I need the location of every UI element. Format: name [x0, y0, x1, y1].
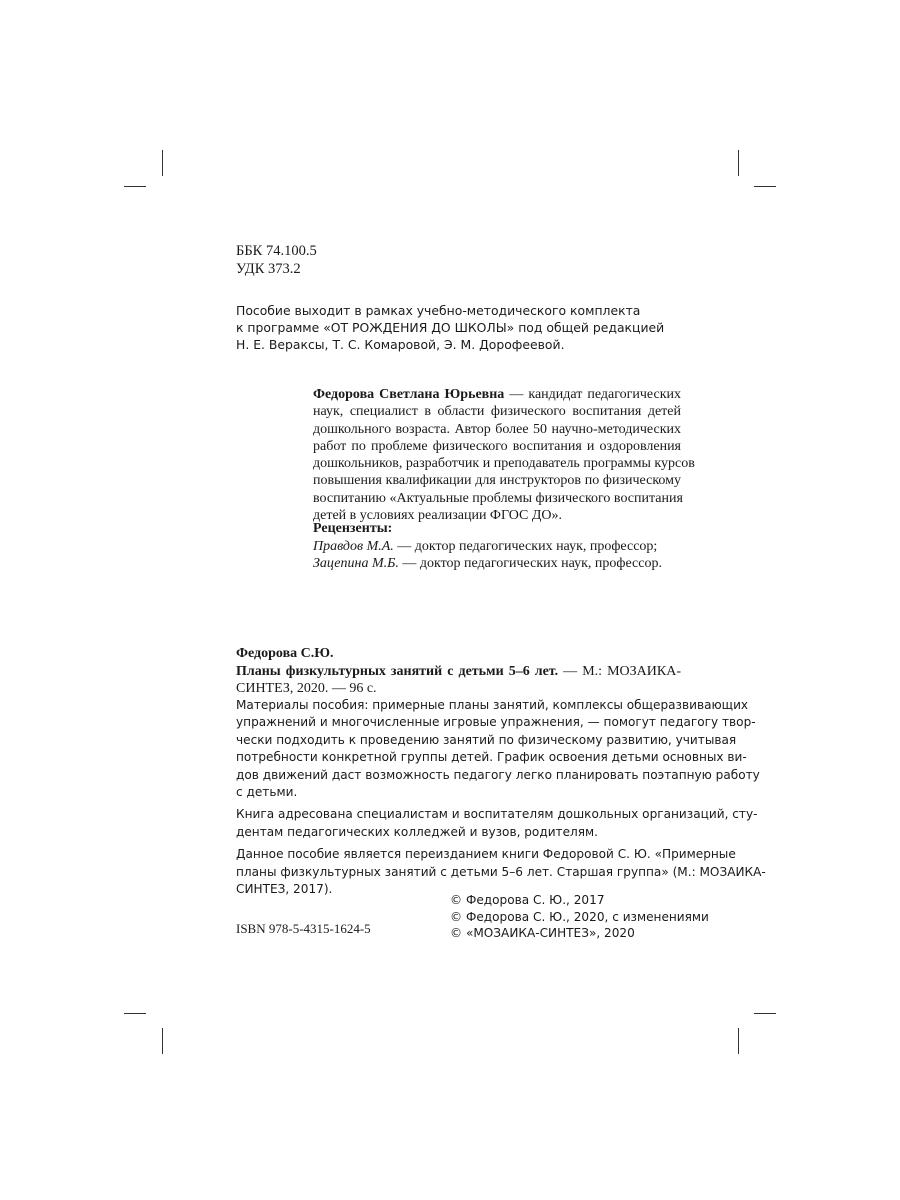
reviewers-block	[313, 520, 693, 573]
series-note	[236, 302, 716, 354]
abstract-paragraph: Данное пособие является переизданием книги Федоровой С. Ю. «Примерные планы физкультурных занятий с детьми 5–6 лет. Старшая группа» (М.: МОЗАИКА- СИНТЕЗ, 2017).	[236, 847, 766, 897]
abstract-paragraph: Материалы пособия: примерные планы занятий, комплексы общеразвивающих упражнений и многочисленные игровые упражнения, — помогут педагогу твор- чески подходить к проведению занятий по физическому развитию, учитывая потребности конкретной группы детей. График освоения детьми основных ви- дов движений даст возможность педагогу легко планировать поэтапную работу с детьми.	[236, 698, 760, 800]
copyright-block	[450, 892, 709, 942]
author-bio-line: работ по проблеме физического воспитания и оздоровления	[313, 438, 681, 454]
bibliographic-record	[236, 645, 681, 698]
biblio-author: Федорова С.Ю.	[236, 646, 334, 661]
bbk-code: ББК 74.100.5	[236, 243, 317, 259]
series-note-line: Н. Е. Вераксы, Т. С. Комаровой, Э. М. Дорофеевой.	[236, 337, 565, 353]
biblio-imprint: — М.: МОЗАИКА-	[558, 663, 681, 679]
series-note-line: к программе «ОТ РОЖДЕНИЯ ДО ШКОЛЫ» под общей редакцией	[236, 320, 665, 336]
biblio-imprint-continued: СИНТЕЗ, 2020. — 96 с.	[236, 681, 377, 696]
crop-mark-bottom-left-horizontal	[124, 1013, 146, 1014]
reviewer-name: Зацепина М.Б.	[313, 556, 399, 571]
isbn: ISBN 978-5-4315-1624-5	[236, 921, 371, 936]
crop-mark-bottom-right-vertical	[738, 1028, 739, 1054]
crop-mark-top-right-vertical	[738, 150, 739, 176]
udk-code: УДК 373.2	[236, 261, 301, 277]
author-bio-line: детей в условиях реализации ФГОС ДО».	[313, 508, 563, 524]
abstract	[236, 697, 766, 903]
author-bio-line: наук, специалист в области физического воспитания детей	[313, 404, 681, 420]
author-bio-line: дошкольников, разработчик и преподаватель программы курсов	[313, 456, 695, 472]
copyright-line: © «МОЗАИКА-СИНТЕЗ», 2020	[450, 926, 635, 941]
reviewer-desc: — доктор педагогических наук, профессор;	[393, 538, 658, 554]
series-note-line: Пособие выходит в рамках учебно-методического комплекта	[236, 303, 641, 318]
crop-mark-top-right-horizontal	[754, 186, 776, 187]
reviewer-item	[313, 538, 693, 556]
reviewer-item	[313, 555, 693, 573]
crop-mark-top-left-horizontal	[124, 186, 146, 187]
author-name: Федорова Светлана Юрьевна	[313, 387, 505, 402]
author-bio-line: воспитанию «Актуальные проблемы физического воспитания	[313, 490, 683, 506]
copyright-line: © Федорова С. Ю., 2017	[450, 893, 605, 907]
author-bio-line: повышения квалификации для инструкторов по физическому	[313, 473, 681, 489]
copyright-line: © Федорова С. Ю., 2020, с изменениями	[450, 909, 709, 924]
author-bio-line: дошкольного возраста. Автор более 50 научно-методических	[313, 421, 681, 437]
author-bio	[313, 386, 695, 524]
crop-mark-bottom-left-vertical	[162, 1028, 163, 1054]
crop-mark-top-left-vertical	[162, 150, 163, 176]
abstract-paragraph: Книга адресована специалистам и воспитателям дошкольных организаций, сту- дентам педагогических колледжей и вузов, родителям.	[236, 807, 758, 839]
reviewer-desc: — доктор педагогических наук, профессор.	[398, 556, 662, 571]
reviewer-name: Правдов М.А.	[313, 538, 394, 554]
biblio-title: Планы физкультурных занятий с детьми 5–6 лет.	[236, 663, 559, 679]
crop-mark-bottom-right-horizontal	[754, 1013, 776, 1014]
reviewers-heading: Рецензенты:	[313, 521, 393, 536]
classification-codes	[236, 242, 317, 278]
author-bio-line: Федорова Светлана Юрьевна — кандидат педагогических	[313, 387, 681, 402]
